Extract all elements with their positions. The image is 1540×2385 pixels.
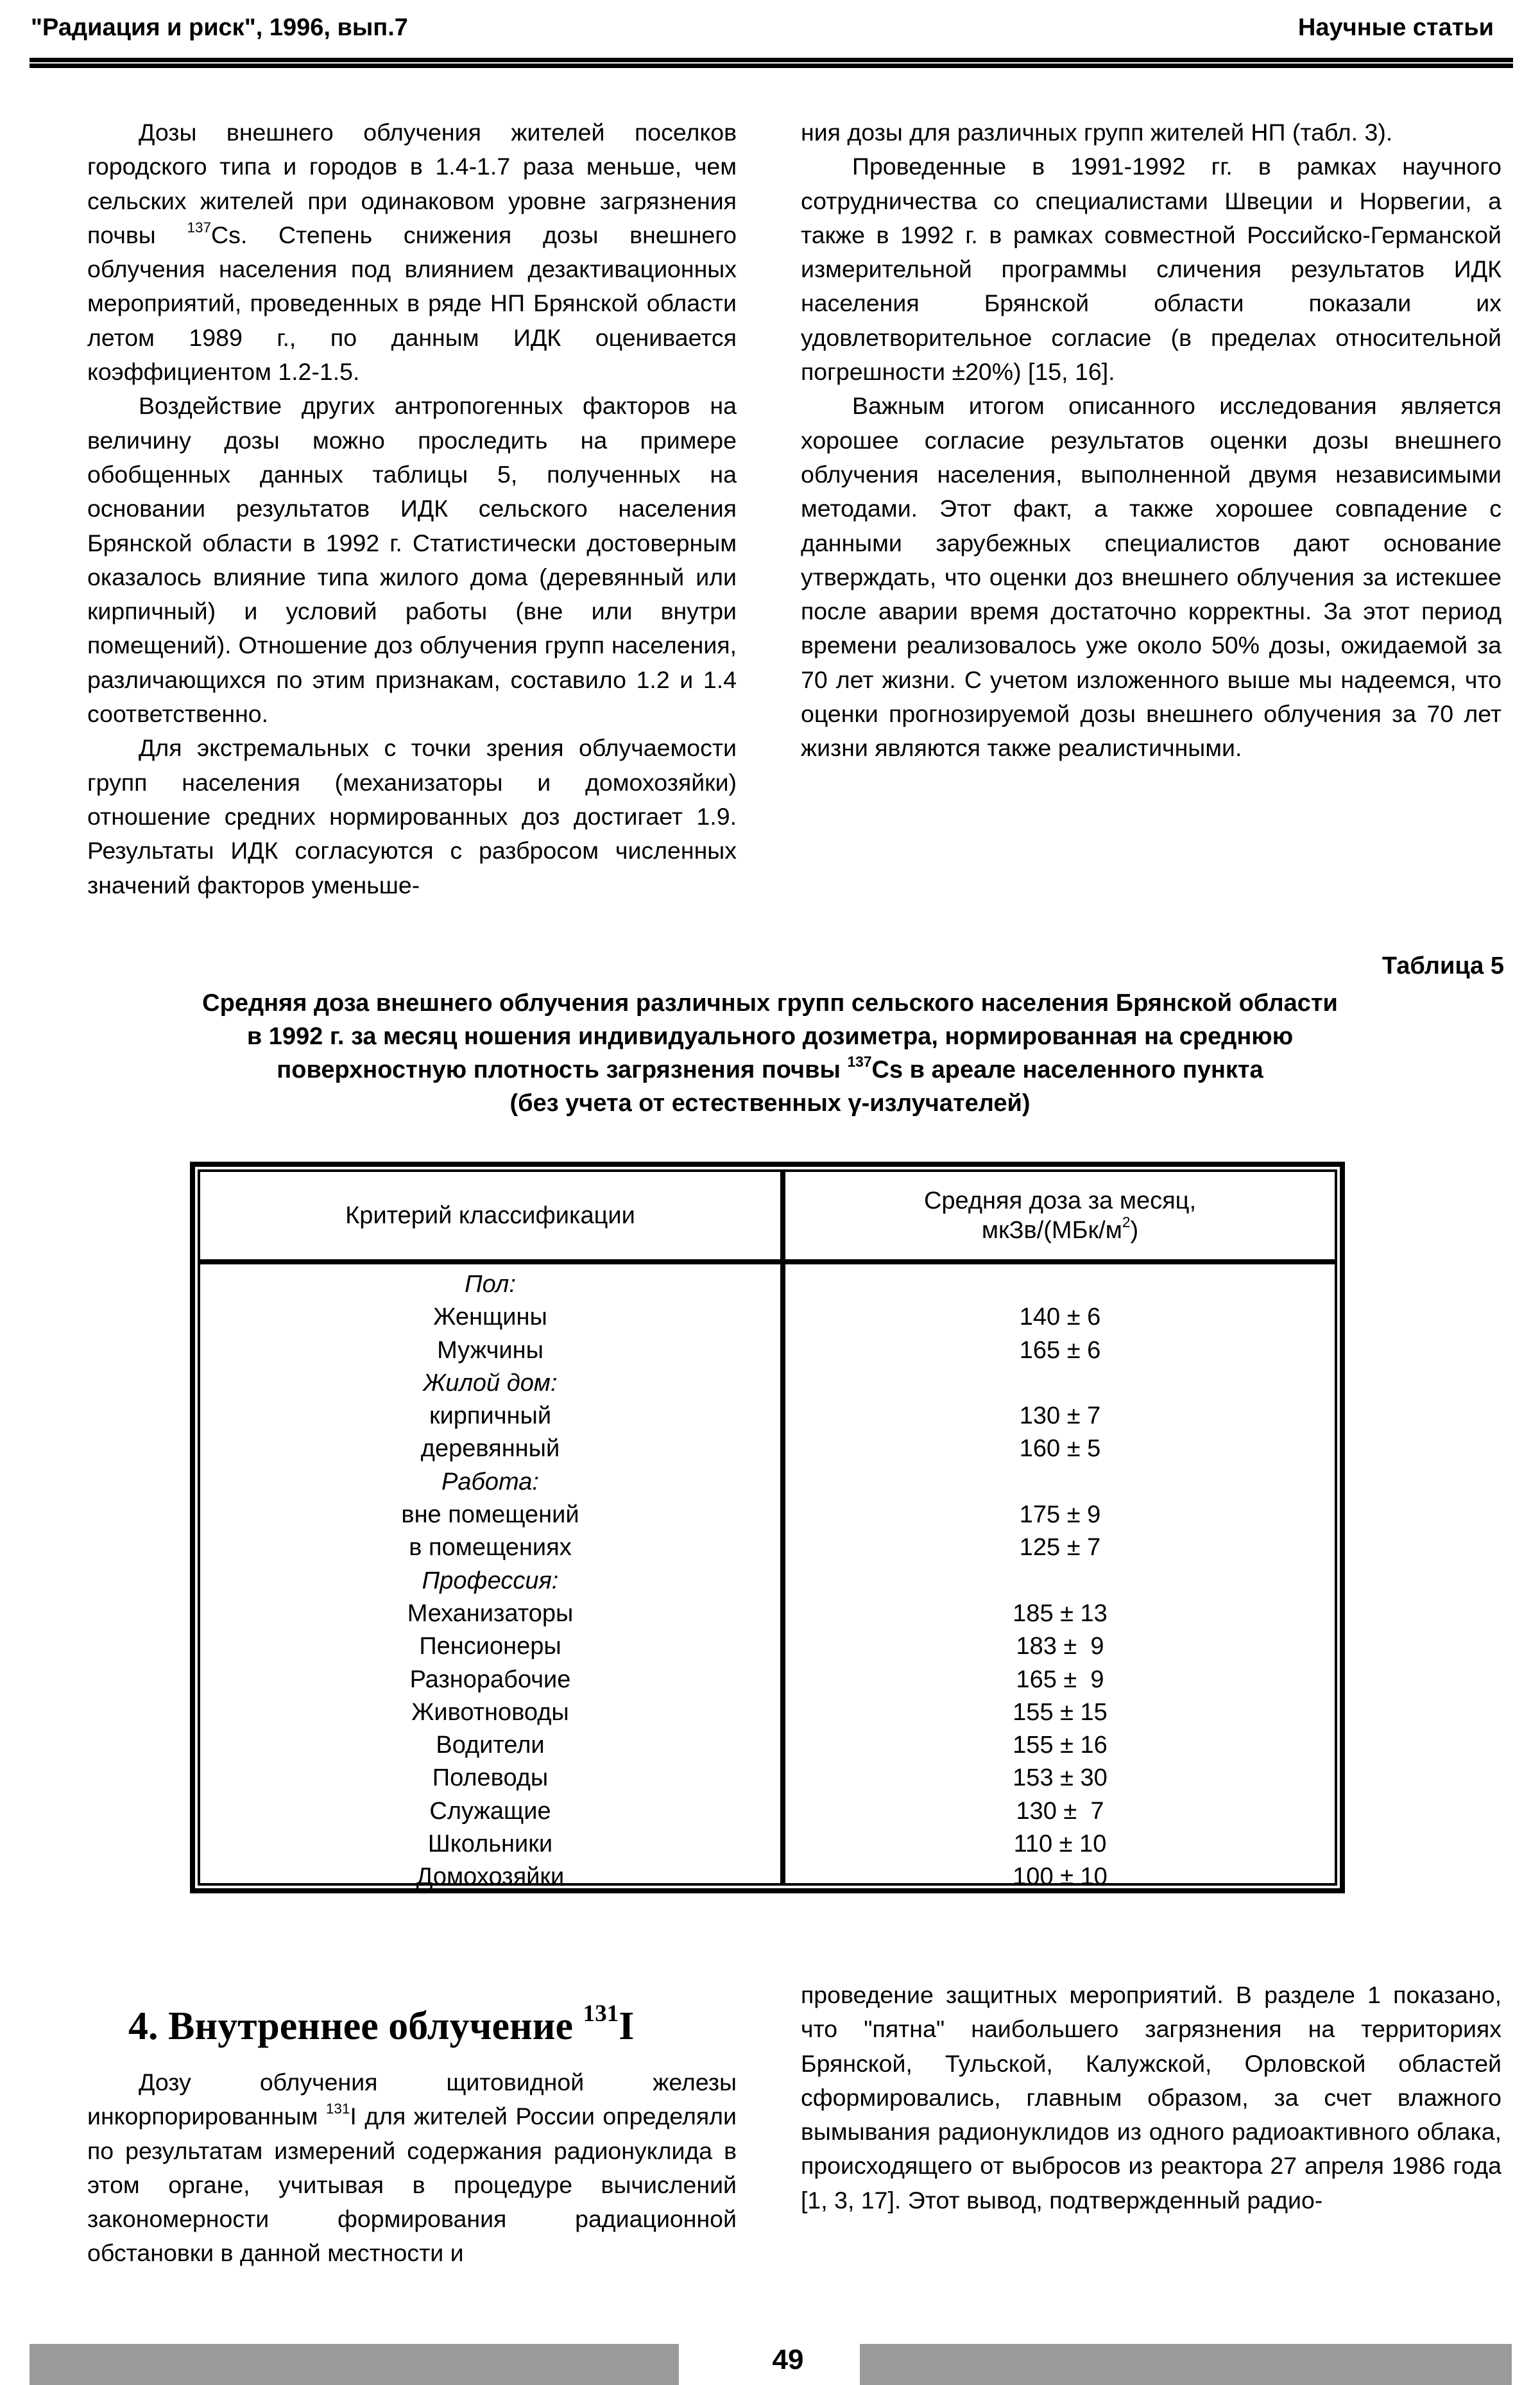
paragraph: Для экстремальных с точки зрения облучаемости групп населения (механизаторы и домохозяйки) отношение средних нормированных доз достигает 1.9. Результаты ИДК согласуются с разбросом численных значений факторов уменьше- (87, 734, 737, 899)
criterion-cell: Разнорабочие (409, 1666, 571, 1693)
dose-cell: 130 ± 7 (1019, 1402, 1101, 1430)
table-row (200, 1861, 1335, 1893)
criterion-cell: Пол: (465, 1271, 516, 1298)
dose-table (190, 1162, 1345, 1893)
dose-cell: 165 ± 6 (1019, 1336, 1101, 1364)
dose-cell: 100 ± 10 (1013, 1863, 1108, 1891)
criterion-cell: Водители (436, 1732, 545, 1759)
table-body (200, 1268, 1335, 1894)
superscript: 137 (847, 1053, 872, 1070)
paragraph: Проведенные в 1991-1992 гг. в рамках научного сотрудничества со специалистами Швеции и Норвегии, а также в 1992 г. в рамках совместной Российско-Германской измерительной программы сличения результатов ИДК населения Брянской области показали их удовлетворительное согласие (в пределах относительной погрешности ±20%) [15, 16]. (801, 153, 1502, 386)
dose-cell: 155 ± 15 (1013, 1698, 1108, 1726)
table-row (200, 1696, 1335, 1729)
dose-cell: 125 ± 7 (1019, 1534, 1101, 1562)
table-category-row (200, 1565, 1335, 1597)
left-column-bottom (87, 2065, 737, 2271)
left-column (87, 116, 737, 902)
table-title: Средняя доза внешнего облучения различных групп сельского населения Брянской области в 1992 г. за месяц ношения индивидуального дозиметра, нормированная на среднюю поверхностную плотность загрязнения почвы $^{137}$Cs в ареале населенного пункта (без учета от естественных γ-излучателей) (202, 990, 1338, 1117)
superscript: 131 (583, 2001, 619, 2028)
dose-cell: 110 ± 10 (1013, 1830, 1107, 1858)
dose-cell (785, 1466, 1335, 1499)
criterion-cell: Женщины (433, 1304, 547, 1331)
table-row (200, 1531, 1335, 1564)
table-row (200, 1400, 1335, 1433)
dose-cell: 153 ± 30 (1013, 1764, 1108, 1792)
dose-cell (785, 1565, 1335, 1597)
table-row (200, 1334, 1335, 1367)
table-category-row (200, 1466, 1335, 1499)
superscript: 137 (187, 220, 212, 236)
paragraph: Дозу облучения щитовидной железы инкорпорированным $^{131}$I для жителей России определяли по результатам измерений содержания радионуклида в этом органе, учитывая в процедуре вычислений закономерности формирования радиационной обстановки в данной местности и (87, 2069, 737, 2267)
journal-title: "Радиация и риск", 1996, вып.7 (31, 14, 408, 41)
footer-bar-right (860, 2344, 1512, 2385)
table-row (200, 1729, 1335, 1762)
table-label: Таблица 5 (1382, 952, 1504, 979)
section-heading: 4. Внутреннее облучение $^{131}$I (128, 2001, 635, 2048)
table-row (200, 1433, 1335, 1465)
criterion-cell: в помещениях (409, 1534, 572, 1562)
dose-cell: 165 ± 9 (1016, 1666, 1104, 1693)
criterion-cell: Механизаторы (407, 1599, 574, 1627)
dose-cell: 160 ± 5 (1019, 1435, 1101, 1463)
table-row (200, 1499, 1335, 1531)
criterion-cell: кирпичный (429, 1402, 552, 1430)
page-number: 49 (772, 2344, 804, 2375)
section-name: Научные статьи (1297, 14, 1494, 41)
criterion-cell: Работа: (441, 1468, 539, 1495)
header-rule-top (30, 58, 1513, 62)
dose-cell: 130 ± 7 (1016, 1797, 1104, 1825)
header-divider (200, 1259, 1335, 1264)
header-rule-bottom (30, 64, 1513, 68)
dose-cell: 183 ± 9 (1016, 1633, 1104, 1660)
footer-bar-left (30, 2344, 679, 2385)
table-row (200, 1795, 1335, 1828)
paragraph: Важным итогом описанного исследования является хорошее согласие результатов оценки дозы внешнего облучения населения, выполненной двумя независимыми методами. Этот факт, а также хорошее совпадение с данными зарубежных специалистов дают основание утверждать, что оценки доз внешнего облучения за истекшее после аварии время достаточно корректны. За этот период времени реализовалось уже около 50% дозы, ожидаемой за 70 лет жизни. С учетом изложенного выше мы надеемся, что оценки прогнозируемой дозы внешнего облучения за 70 лет жизни являются также реалистичными. (801, 392, 1502, 762)
column-header-dose: Средняя доза за месяц, мкЗв/$(МБк/м^2)$ (923, 1187, 1196, 1244)
criterion-cell: Мужчины (437, 1336, 543, 1364)
table-row (200, 1301, 1335, 1334)
criterion-cell: Животноводы (411, 1698, 569, 1726)
paragraph: Воздействие других антропогенных факторов на величину дозы можно проследить на примере обобщенных данных таблицы 5, полученных на основании результатов ИДК сельского населения Брянской области в 1992 г. Статистически достоверным оказалось влияние типа жилого дома (деревянный или кирпичный) и условий работы (вне или внутри помещений). Отношение доз облучения групп населения, различающихся по этим признакам, составило 1.2 и 1.4 соответственно. (87, 392, 737, 728)
column-header-criterion: Критерий классификации (345, 1202, 635, 1229)
table-category-row (200, 1268, 1335, 1301)
criterion-cell: деревянный (420, 1435, 560, 1463)
table-row (200, 1597, 1335, 1630)
criterion-cell: Школьники (427, 1830, 553, 1858)
right-column-bottom (801, 1978, 1502, 2217)
table-row (200, 1630, 1335, 1663)
dose-cell: 175 ± 9 (1019, 1501, 1101, 1529)
criterion-cell: вне помещений (401, 1501, 579, 1529)
dose-cell (785, 1367, 1335, 1400)
paragraph: проведение защитных мероприятий. В разделе 1 показано, что "пятна" наибольшего загрязнения на территориях Брянской, Тульской, Калужской, Орловской областей сформировались, главным образом, за счет влажного вымывания радионуклидов из одного радиоактивного облака, происходящего от выбросов из реактора 27 апреля 1986 года [1, 3, 17]. Этот вывод, подтвержденный радио- (801, 1981, 1502, 2214)
table-row (200, 1828, 1335, 1861)
criterion-cell: Пенсионеры (419, 1633, 561, 1660)
criterion-cell: Домохозяйки (416, 1863, 565, 1891)
dose-cell: 155 ± 16 (1013, 1732, 1108, 1759)
table-row (200, 1664, 1335, 1696)
criterion-cell: Служащие (429, 1797, 551, 1825)
dose-cell (785, 1268, 1335, 1301)
dose-cell: 140 ± 6 (1019, 1304, 1101, 1331)
paragraph: ния дозы для различных групп жителей НП (табл. 3). (801, 119, 1393, 146)
criterion-cell: Жилой дом: (423, 1369, 558, 1397)
paragraph: Дозы внешнего облучения жителей поселков городского типа и городов в 1.4-1.7 раза меньше, чем сельских жителей при одинаковом уровне загрязнения почвы $^{137}$Cs. Степень снижения дозы внешнего облучения населения под влиянием дезактивационных мероприятий, проведенных в ряде НП Брянской области летом 1989 г., по данным ИДК оценивается коэффициентом 1.2-1.5. (87, 119, 737, 386)
table-category-row (200, 1367, 1335, 1400)
criterion-cell: Профессия: (422, 1567, 559, 1594)
table-row (200, 1762, 1335, 1795)
superscript: 131 (325, 2101, 350, 2117)
criterion-cell: Полеводы (432, 1764, 549, 1792)
dose-cell: 185 ± 13 (1013, 1599, 1108, 1627)
right-column (801, 116, 1502, 766)
